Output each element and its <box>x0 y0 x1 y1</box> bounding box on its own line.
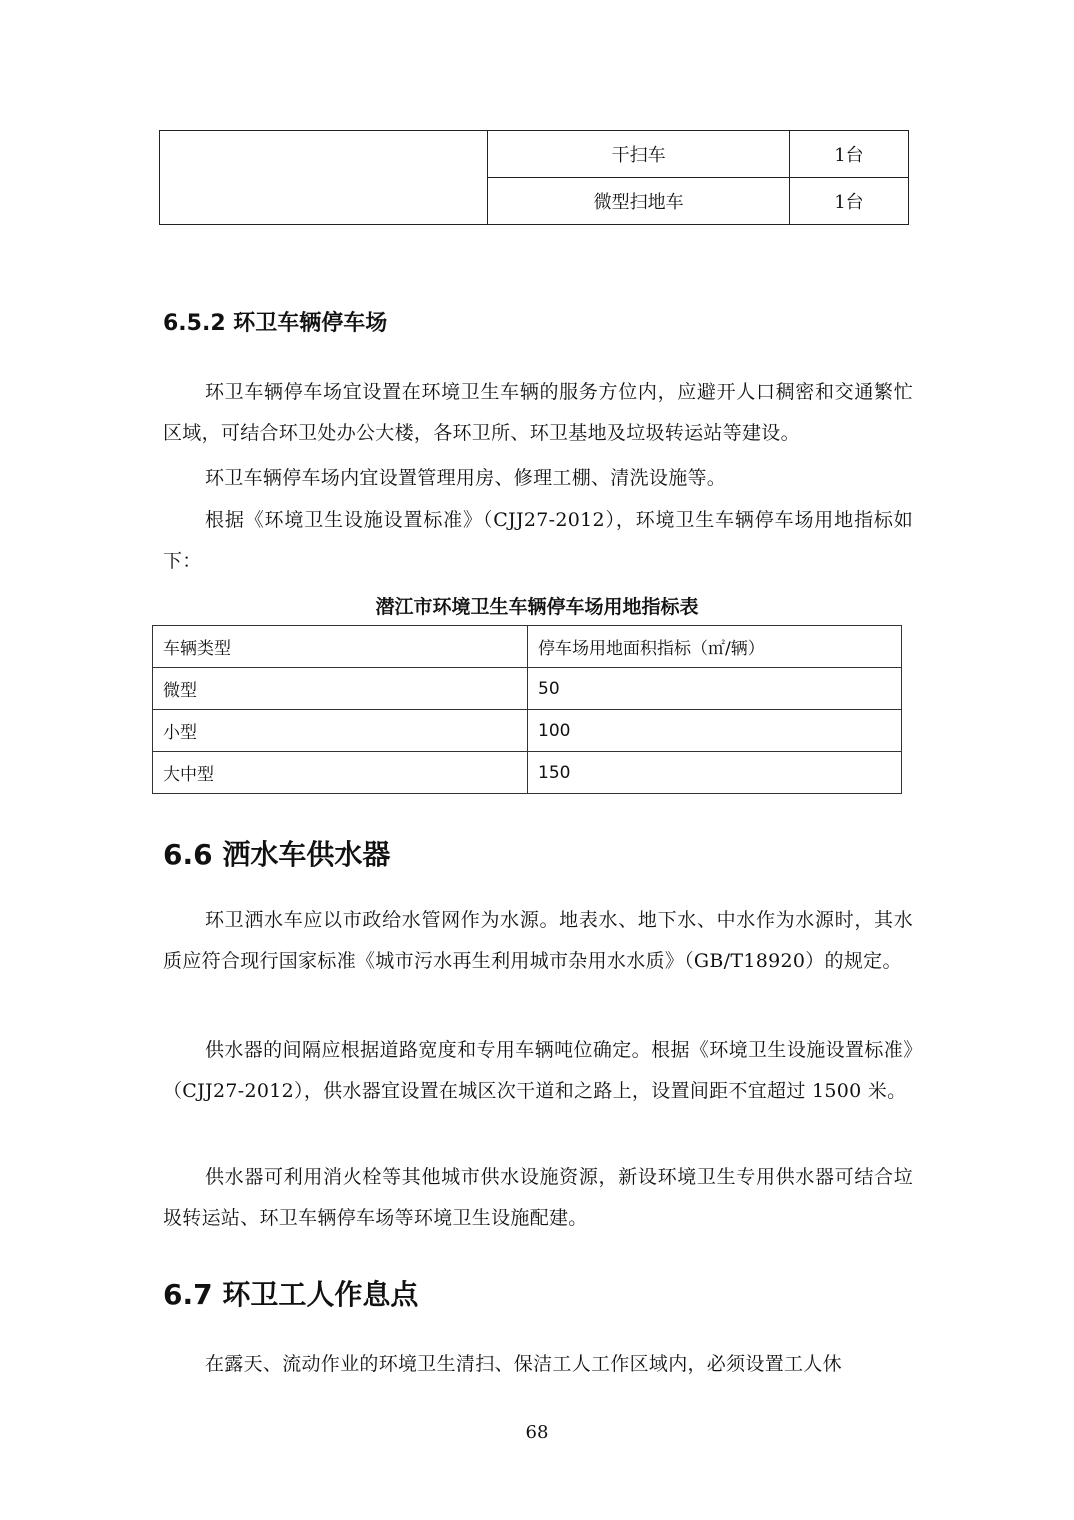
paragraph: 在露天、流动作业的环境卫生清扫、保洁工人工作区域内，必须设置工人休 <box>205 1353 842 1375</box>
table-cell: 100 <box>528 710 902 752</box>
paragraph: 供水器的间隔应根据道路宽度和专用车辆吨位确定。根据《环境卫生设施设置标准》（CJJ27-2012），供水器宜设置在城区次干道和之路上，设置间距不宜超过 1500 米。 <box>163 1039 913 1102</box>
table-row <box>153 668 902 710</box>
table-cell: 150 <box>528 752 902 794</box>
vehicle-count-cell: 1台 <box>789 131 908 178</box>
vehicle-table-continuation <box>159 130 909 225</box>
table-row <box>153 752 902 794</box>
table-caption: 潜江市环境卫生车辆停车场用地指标表 <box>375 596 699 618</box>
paragraph: 供水器可利用消火栓等其他城市供水设施资源，新设环境卫生专用供水器可结合垃圾转运站、环卫车辆停车场等环境卫生设施配建。 <box>163 1166 913 1229</box>
table-row <box>153 710 902 752</box>
paragraph: 环卫洒水车应以市政给水管网作为水源。地表水、地下水、中水作为水源时，其水质应符合现行国家标准《城市污水再生利用城市杂用水水质》（GB/T18920）的规定。 <box>163 909 913 972</box>
table-cell-empty <box>160 131 488 225</box>
vehicle-count-cell: 1台 <box>789 178 908 225</box>
table-cell: 小型 <box>153 710 528 752</box>
vehicle-name-cell: 微型扫地车 <box>488 178 789 225</box>
table-cell: 大中型 <box>153 752 528 794</box>
table-cell: 50 <box>528 668 902 710</box>
page-number: 68 <box>525 1422 549 1443</box>
parking-land-index-table <box>152 625 902 794</box>
table-header-cell: 车辆类型 <box>153 626 528 668</box>
section-heading-6-7: 6.7 环卫工人作息点 <box>163 1278 419 1311</box>
table-header-row <box>153 626 902 668</box>
table-row <box>160 131 909 178</box>
table-cell: 微型 <box>153 668 528 710</box>
section-heading-6-5-2: 6.5.2 环卫车辆停车场 <box>163 311 388 336</box>
paragraph: 环卫车辆停车场内宜设置管理用房、修理工棚、清洗设施等。 <box>205 467 727 489</box>
table-header-cell: 停车场用地面积指标（㎡/辆） <box>528 626 902 668</box>
paragraph: 根据《环境卫生设施设置标准》（CJJ27-2012），环境卫生车辆停车场用地指标如下： <box>163 509 913 572</box>
vehicle-name-cell: 干扫车 <box>488 131 789 178</box>
section-heading-6-6: 6.6 洒水车供水器 <box>163 838 391 871</box>
paragraph: 环卫车辆停车场宜设置在环境卫生车辆的服务方位内，应避开人口稠密和交通繁忙区域，可结合环卫处办公大楼，各环卫所、环卫基地及垃圾转运站等建设。 <box>163 381 913 444</box>
